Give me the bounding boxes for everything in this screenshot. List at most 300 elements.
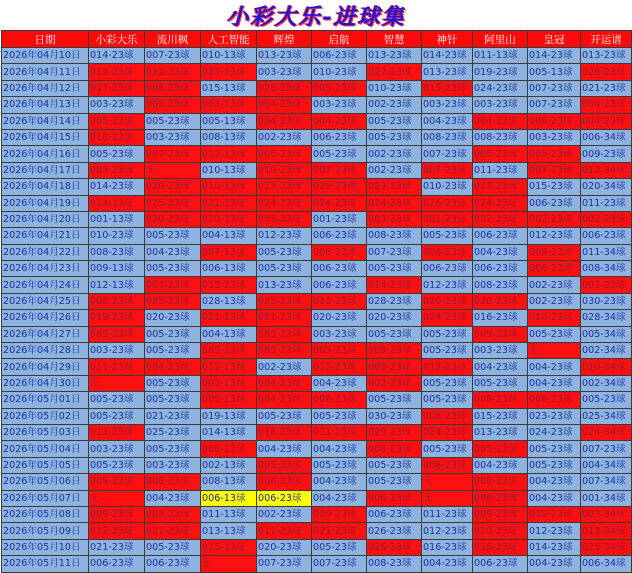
prediction-cell: 007-23球 xyxy=(528,97,581,113)
prediction-cell: 005-23球 xyxy=(367,261,422,277)
prediction-cell: 025-23球 xyxy=(145,293,201,309)
prediction-cell: 004-23球 xyxy=(528,375,581,391)
prediction-cell: 008-23球 xyxy=(422,457,473,473)
prediction-cell: 020-13球 xyxy=(201,211,257,227)
prediction-cell: 004-23球 xyxy=(312,375,367,391)
prediction-cell: 004-23球 xyxy=(473,457,528,473)
prediction-cell: 003-23球 xyxy=(89,162,145,178)
prediction-cell: 030-23球 xyxy=(367,408,422,424)
prediction-cell: 008-23球 xyxy=(473,392,528,408)
date-cell: 2026年05月11日 xyxy=(2,556,89,572)
prediction-cell: 012-23球 xyxy=(312,359,367,375)
prediction-cell: 014-23球 xyxy=(367,277,422,293)
prediction-cell: 006-23球 xyxy=(145,556,201,572)
prediction-cell: 022-23球 xyxy=(145,64,201,80)
prediction-cell: 015-23球 xyxy=(473,408,528,424)
table-row xyxy=(2,293,632,309)
prediction-cell: 004-23球 xyxy=(312,490,367,506)
prediction-cell: 006-23球 xyxy=(257,490,312,506)
prediction-cell: 008-13球 xyxy=(201,129,257,145)
prediction-cell: 002-23球 xyxy=(367,162,422,178)
prediction-cell: 无 xyxy=(201,556,257,572)
prediction-cell: 030-23球 xyxy=(581,293,632,309)
date-cell: 2026年04月24日 xyxy=(2,277,89,293)
prediction-cell: 006-23球 xyxy=(473,261,528,277)
prediction-cell: 006-23球 xyxy=(312,129,367,145)
prediction-cell: 009-23球 xyxy=(312,506,367,522)
table-row xyxy=(2,424,632,440)
prediction-cell: 003-34球 xyxy=(581,506,632,522)
table-row xyxy=(2,310,632,326)
prediction-cell: 024-23球 xyxy=(422,310,473,326)
prediction-cell: 004-13球 xyxy=(201,228,257,244)
prediction-cell: 009-23球 xyxy=(528,244,581,260)
prediction-cell: 023-23球 xyxy=(367,179,422,195)
prediction-cell: 008-23球 xyxy=(367,441,422,457)
prediction-cell: 009-23球 xyxy=(89,474,145,490)
prediction-cell: 012-23球 xyxy=(422,359,473,375)
prediction-cell: 003-23球 xyxy=(367,211,422,227)
table-row xyxy=(2,261,632,277)
prediction-cell: 016-23球 xyxy=(473,539,528,555)
prediction-cell: 005-23球 xyxy=(312,80,367,96)
prediction-cell: 015-13球 xyxy=(201,80,257,96)
prediction-cell: 无 xyxy=(528,343,581,359)
prediction-cell: 010-23球 xyxy=(528,310,581,326)
prediction-cell: 013-23球 xyxy=(473,424,528,440)
prediction-cell: 023-23球 xyxy=(528,408,581,424)
table-row xyxy=(2,392,632,408)
table-row xyxy=(2,375,632,391)
prediction-cell: 010-23球 xyxy=(89,228,145,244)
prediction-cell: 003-23球 xyxy=(257,64,312,80)
prediction-cell: 004-23球 xyxy=(312,474,367,490)
table-row xyxy=(2,408,632,424)
prediction-cell: 029-23球 xyxy=(367,424,422,440)
prediction-cell: 010-13球 xyxy=(201,48,257,64)
prediction-cell: 012-13球 xyxy=(201,146,257,162)
prediction-cell: 007-23球 xyxy=(312,162,367,178)
prediction-cell: 003-23球 xyxy=(473,343,528,359)
prediction-cell: 005-23球 xyxy=(145,343,201,359)
prediction-cell: 006-23球 xyxy=(473,228,528,244)
prediction-cell: 004-23球 xyxy=(145,359,201,375)
prediction-cell: 004-23球 xyxy=(581,113,632,129)
prediction-cell: 012-23球 xyxy=(528,228,581,244)
prediction-cell: 007-23球 xyxy=(581,441,632,457)
date-cell: 2026年04月14日 xyxy=(2,113,89,129)
prediction-cell: 011-23球 xyxy=(89,359,145,375)
prediction-cell: 003-23球 xyxy=(312,326,367,342)
prediction-cell: 008-13球 xyxy=(201,474,257,490)
prediction-cell: 无 xyxy=(422,474,473,490)
prediction-cell: 011-13球 xyxy=(201,506,257,522)
prediction-cell: 021-13球 xyxy=(201,195,257,211)
prediction-cell: 009-23球 xyxy=(473,506,528,522)
table-row xyxy=(2,113,632,129)
table-row xyxy=(2,97,632,113)
prediction-cell: 003-23球 xyxy=(473,97,528,113)
table-row xyxy=(2,523,632,539)
prediction-cell: 012-13球 xyxy=(201,359,257,375)
column-header: 阿里山 xyxy=(473,31,528,48)
prediction-cell: 009-23球 xyxy=(367,343,422,359)
table-row xyxy=(2,474,632,490)
prediction-cell: 002-23球 xyxy=(367,97,422,113)
prediction-cell: 006-23球 xyxy=(312,277,367,293)
table-row xyxy=(2,48,632,64)
prediction-cell: 005-23球 xyxy=(367,129,422,145)
table-row xyxy=(2,457,632,473)
table-row xyxy=(2,441,632,457)
prediction-cell: 004-23球 xyxy=(528,359,581,375)
prediction-cell: 008-23球 xyxy=(145,80,201,96)
prediction-cell: 020-23球 xyxy=(145,211,201,227)
prediction-cell: 002-23球 xyxy=(257,506,312,522)
prediction-cell: 002-23球 xyxy=(473,211,528,227)
prediction-cell: 015-23球 xyxy=(528,179,581,195)
prediction-cell: 006-23球 xyxy=(312,48,367,64)
date-cell: 2026年04月20日 xyxy=(2,211,89,227)
prediction-cell: 004-23球 xyxy=(473,359,528,375)
prediction-cell: 013-23球 xyxy=(581,48,632,64)
results-table xyxy=(1,30,632,573)
prediction-cell: 005-23球 xyxy=(422,228,473,244)
prediction-cell: 008-34球 xyxy=(581,261,632,277)
prediction-cell: 024-23球 xyxy=(257,195,312,211)
table-row xyxy=(2,146,632,162)
prediction-cell: 007-23球 xyxy=(367,244,422,260)
prediction-cell: 025-34球 xyxy=(581,539,632,555)
prediction-cell: 024-23球 xyxy=(473,195,528,211)
prediction-cell: 021-23球 xyxy=(145,523,201,539)
prediction-cell: 005-13球 xyxy=(528,64,581,80)
prediction-cell: 020-34球 xyxy=(581,179,632,195)
prediction-cell: 024-23球 xyxy=(312,195,367,211)
prediction-cell: 020-23球 xyxy=(257,539,312,555)
date-cell: 2026年04月22日 xyxy=(2,244,89,260)
prediction-cell: 017-23球 xyxy=(89,80,145,96)
table-row xyxy=(2,162,632,178)
prediction-cell: 002-23球 xyxy=(257,359,312,375)
prediction-cell: 014-23球 xyxy=(422,48,473,64)
prediction-cell: 005-23球 xyxy=(89,392,145,408)
prediction-cell: 006-23球 xyxy=(422,244,473,260)
prediction-cell: 005-23球 xyxy=(528,441,581,457)
prediction-cell: 005-23球 xyxy=(312,343,367,359)
prediction-cell: 023-23球 xyxy=(257,179,312,195)
prediction-cell: 025-23球 xyxy=(257,293,312,309)
prediction-cell: 004-23球 xyxy=(257,113,312,129)
prediction-cell: 010-13球 xyxy=(201,179,257,195)
prediction-cell: 007-23球 xyxy=(422,146,473,162)
prediction-cell: 005-23球 xyxy=(422,343,473,359)
prediction-cell: 012-23球 xyxy=(257,228,312,244)
prediction-cell: 003-23球 xyxy=(422,97,473,113)
prediction-cell: 005-23球 xyxy=(367,457,422,473)
prediction-cell: 025-23球 xyxy=(145,195,201,211)
column-header: 流川枫 xyxy=(145,31,201,48)
date-cell: 2026年05月05日 xyxy=(2,457,89,473)
prediction-cell: 008-23球 xyxy=(422,408,473,424)
prediction-cell: 004-23球 xyxy=(257,392,312,408)
prediction-cell: 014-23球 xyxy=(89,48,145,64)
prediction-cell: 001-34球 xyxy=(581,490,632,506)
prediction-cell: 005-23球 xyxy=(145,113,201,129)
table-row xyxy=(2,228,632,244)
table-row xyxy=(2,64,632,80)
prediction-cell: 016-23球 xyxy=(473,310,528,326)
date-cell: 2026年04月10日 xyxy=(2,48,89,64)
prediction-cell: 018-23球 xyxy=(89,129,145,145)
prediction-cell: 003-23球 xyxy=(257,211,312,227)
table-row xyxy=(2,539,632,555)
prediction-cell: 006-23球 xyxy=(312,228,367,244)
prediction-cell: 003-13球 xyxy=(201,375,257,391)
prediction-cell: 006-13球 xyxy=(201,490,257,506)
prediction-cell: 021-13球 xyxy=(201,310,257,326)
prediction-cell: 008-13球 xyxy=(201,441,257,457)
prediction-cell: 022-23球 xyxy=(473,179,528,195)
prediction-cell: 006-23球 xyxy=(312,261,367,277)
date-cell: 2026年04月16日 xyxy=(2,146,89,162)
prediction-cell: 005-13球 xyxy=(201,392,257,408)
prediction-cell: 005-23球 xyxy=(145,228,201,244)
prediction-cell: 013-34球 xyxy=(581,523,632,539)
prediction-cell: 005-23球 xyxy=(89,113,145,129)
prediction-cell: 013-23球 xyxy=(201,277,257,293)
column-header: 人工智能 xyxy=(201,31,257,48)
table-row xyxy=(2,195,632,211)
table-row xyxy=(2,359,632,375)
prediction-cell: 004-34球 xyxy=(581,457,632,473)
prediction-cell: 004-23球 xyxy=(422,556,473,572)
prediction-cell: 011-13球 xyxy=(473,48,528,64)
prediction-cell: 028-13球 xyxy=(201,293,257,309)
prediction-cell: 004-23球 xyxy=(145,490,201,506)
table-row xyxy=(2,179,632,195)
prediction-cell: 028-34球 xyxy=(581,310,632,326)
date-cell: 2026年05月08日 xyxy=(2,506,89,522)
prediction-cell: 004-23球 xyxy=(528,490,581,506)
prediction-cell: 010-23球 xyxy=(312,64,367,80)
date-cell: 2026年04月15日 xyxy=(2,129,89,145)
prediction-cell: 012-23球 xyxy=(422,523,473,539)
prediction-cell: 006-23球 xyxy=(312,244,367,260)
date-cell: 2026年05月02日 xyxy=(2,408,89,424)
prediction-cell: 008-23球 xyxy=(528,392,581,408)
prediction-cell: 020-23球 xyxy=(473,293,528,309)
prediction-cell: 005-23球 xyxy=(473,441,528,457)
prediction-cell: 002-34球 xyxy=(581,375,632,391)
prediction-cell: 009-13球 xyxy=(89,261,145,277)
prediction-cell: 007-23球 xyxy=(581,277,632,293)
prediction-cell: 021-23球 xyxy=(312,523,367,539)
table-row xyxy=(2,129,632,145)
prediction-cell: 013-23球 xyxy=(257,48,312,64)
date-cell: 2026年04月12日 xyxy=(2,80,89,96)
prediction-cell: 015-23球 xyxy=(312,293,367,309)
prediction-cell: 005-23球 xyxy=(367,392,422,408)
date-cell: 2026年04月21日 xyxy=(2,228,89,244)
prediction-cell: 003-23球 xyxy=(145,506,201,522)
prediction-cell: 005-23球 xyxy=(89,408,145,424)
column-header: 神针 xyxy=(422,31,473,48)
date-cell: 2026年05月04日 xyxy=(2,441,89,457)
prediction-cell: 007-23球 xyxy=(528,80,581,96)
prediction-cell: 005-23球 xyxy=(257,244,312,260)
prediction-cell: 006-23球 xyxy=(528,113,581,129)
prediction-cell: 003-23球 xyxy=(89,441,145,457)
table-row xyxy=(2,556,632,572)
prediction-cell: 006-23球 xyxy=(367,490,422,506)
prediction-cell: 005-23球 xyxy=(257,408,312,424)
prediction-cell: 005-23球 xyxy=(528,457,581,473)
prediction-cell: 020-23球 xyxy=(422,293,473,309)
prediction-cell: 003-13球 xyxy=(201,97,257,113)
prediction-cell: 012-23球 xyxy=(89,523,145,539)
prediction-cell: 014-23球 xyxy=(89,179,145,195)
prediction-cell: 019-13球 xyxy=(201,408,257,424)
prediction-cell: 002-34球 xyxy=(581,343,632,359)
prediction-cell: 009-23球 xyxy=(89,506,145,522)
prediction-cell: 005-23球 xyxy=(367,474,422,490)
table-row xyxy=(2,80,632,96)
prediction-cell: 010-23球 xyxy=(367,80,422,96)
prediction-cell: 015-13球 xyxy=(201,539,257,555)
prediction-cell: 002-23球 xyxy=(528,293,581,309)
prediction-cell: 027-23球 xyxy=(367,64,422,80)
prediction-cell: 010-23球 xyxy=(257,162,312,178)
prediction-cell: 007-23球 xyxy=(312,556,367,572)
prediction-cell: 005-23球 xyxy=(473,146,528,162)
prediction-cell: 005-23球 xyxy=(89,326,145,342)
prediction-cell: 005-23球 xyxy=(257,146,312,162)
prediction-cell: 005-23球 xyxy=(422,392,473,408)
prediction-cell: 026-23球 xyxy=(367,523,422,539)
prediction-cell: 005-23球 xyxy=(145,326,201,342)
table-row xyxy=(2,343,632,359)
prediction-cell: 002-23球 xyxy=(581,211,632,227)
prediction-cell: 005-23球 xyxy=(257,261,312,277)
prediction-cell: 003-23球 xyxy=(528,129,581,145)
table-row xyxy=(2,506,632,522)
prediction-cell: 001-23球 xyxy=(312,211,367,227)
prediction-cell: 010-13球 xyxy=(201,162,257,178)
prediction-cell: 001-23球 xyxy=(422,211,473,227)
prediction-cell: 028-23球 xyxy=(367,293,422,309)
prediction-cell: 005-23球 xyxy=(367,326,422,342)
prediction-cell: 008-23球 xyxy=(473,277,528,293)
prediction-cell: 027-13球 xyxy=(201,64,257,80)
prediction-cell: 003-23球 xyxy=(312,97,367,113)
prediction-cell: 021-23球 xyxy=(145,408,201,424)
header-row xyxy=(2,31,632,48)
prediction-cell: 024-23球 xyxy=(473,80,528,96)
prediction-cell: 002-23球 xyxy=(257,129,312,145)
prediction-cell: 010-23球 xyxy=(528,506,581,522)
prediction-cell: 024-34球 xyxy=(581,424,632,440)
prediction-cell: 005-23球 xyxy=(257,326,312,342)
prediction-cell: 008-23球 xyxy=(89,293,145,309)
prediction-cell: 026-23球 xyxy=(257,80,312,96)
prediction-cell: 007-23球 xyxy=(145,48,201,64)
prediction-cell: 025-23球 xyxy=(145,424,201,440)
prediction-cell: 007-34球 xyxy=(581,474,632,490)
prediction-cell: 010-23球 xyxy=(422,179,473,195)
column-header: 日期 xyxy=(2,31,89,48)
prediction-cell: 006-23球 xyxy=(473,556,528,572)
prediction-cell: 024-23球 xyxy=(367,195,422,211)
prediction-cell: 003-23球 xyxy=(145,129,201,145)
prediction-cell: 004-23球 xyxy=(473,113,528,129)
prediction-cell: 005-23球 xyxy=(145,375,201,391)
date-cell: 2026年04月11日 xyxy=(2,64,89,80)
prediction-cell: 007-23球 xyxy=(422,162,473,178)
date-cell: 2026年05月07日 xyxy=(2,490,89,506)
prediction-cell: 004-23球 xyxy=(422,113,473,129)
prediction-cell: 021-23球 xyxy=(89,539,145,555)
prediction-cell: 007-23球 xyxy=(145,277,201,293)
prediction-cell: 004-23球 xyxy=(145,244,201,260)
prediction-cell: 004-23球 xyxy=(473,244,528,260)
prediction-cell: 012-23球 xyxy=(422,277,473,293)
prediction-cell: 004-13球 xyxy=(201,326,257,342)
prediction-cell: 020-23球 xyxy=(473,523,528,539)
prediction-cell: 028-23球 xyxy=(581,64,632,80)
date-cell: 2026年05月01日 xyxy=(2,392,89,408)
prediction-cell: 006-23球 xyxy=(367,506,422,522)
prediction-cell: 005-23球 xyxy=(145,539,201,555)
prediction-cell: 021-23球 xyxy=(257,310,312,326)
prediction-cell: 014-13球 xyxy=(89,195,145,211)
column-header: 智慧 xyxy=(367,31,422,48)
prediction-cell: 无 xyxy=(89,375,145,391)
prediction-cell: 004-23球 xyxy=(257,441,312,457)
prediction-cell: 010-34球 xyxy=(581,359,632,375)
prediction-cell: 014-23球 xyxy=(528,539,581,555)
prediction-cell: 无 xyxy=(145,162,201,178)
column-header: 开运谱 xyxy=(581,31,632,48)
prediction-cell: 005-23球 xyxy=(422,326,473,342)
prediction-cell: 005-23球 xyxy=(257,343,312,359)
prediction-cell: 006-23球 xyxy=(581,228,632,244)
prediction-cell: 006-23球 xyxy=(528,261,581,277)
prediction-cell: 009-23球 xyxy=(473,326,528,342)
prediction-cell: 004-23球 xyxy=(257,97,312,113)
prediction-cell: 020-23球 xyxy=(145,310,201,326)
prediction-cell: 005-23球 xyxy=(145,261,201,277)
prediction-cell: 012-23球 xyxy=(528,523,581,539)
date-cell: 2026年04月27日 xyxy=(2,326,89,342)
prediction-cell: 005-23球 xyxy=(422,375,473,391)
prediction-cell: 015-23球 xyxy=(422,80,473,96)
prediction-cell: 006-34球 xyxy=(581,556,632,572)
prediction-cell: 005-23球 xyxy=(473,375,528,391)
prediction-cell: 004-23球 xyxy=(312,441,367,457)
prediction-cell: 004-23球 xyxy=(528,474,581,490)
prediction-cell: 005-13球 xyxy=(201,113,257,129)
prediction-cell: 005-23球 xyxy=(312,539,367,555)
date-cell: 2026年04月19日 xyxy=(2,195,89,211)
prediction-cell: 005-23球 xyxy=(367,359,422,375)
prediction-cell: 011-23球 xyxy=(422,506,473,522)
date-cell: 2026年04月13日 xyxy=(2,97,89,113)
prediction-cell: 008-23球 xyxy=(473,129,528,145)
prediction-cell: 013-23球 xyxy=(422,64,473,80)
prediction-cell: 002-23球 xyxy=(367,146,422,162)
table-row xyxy=(2,326,632,342)
